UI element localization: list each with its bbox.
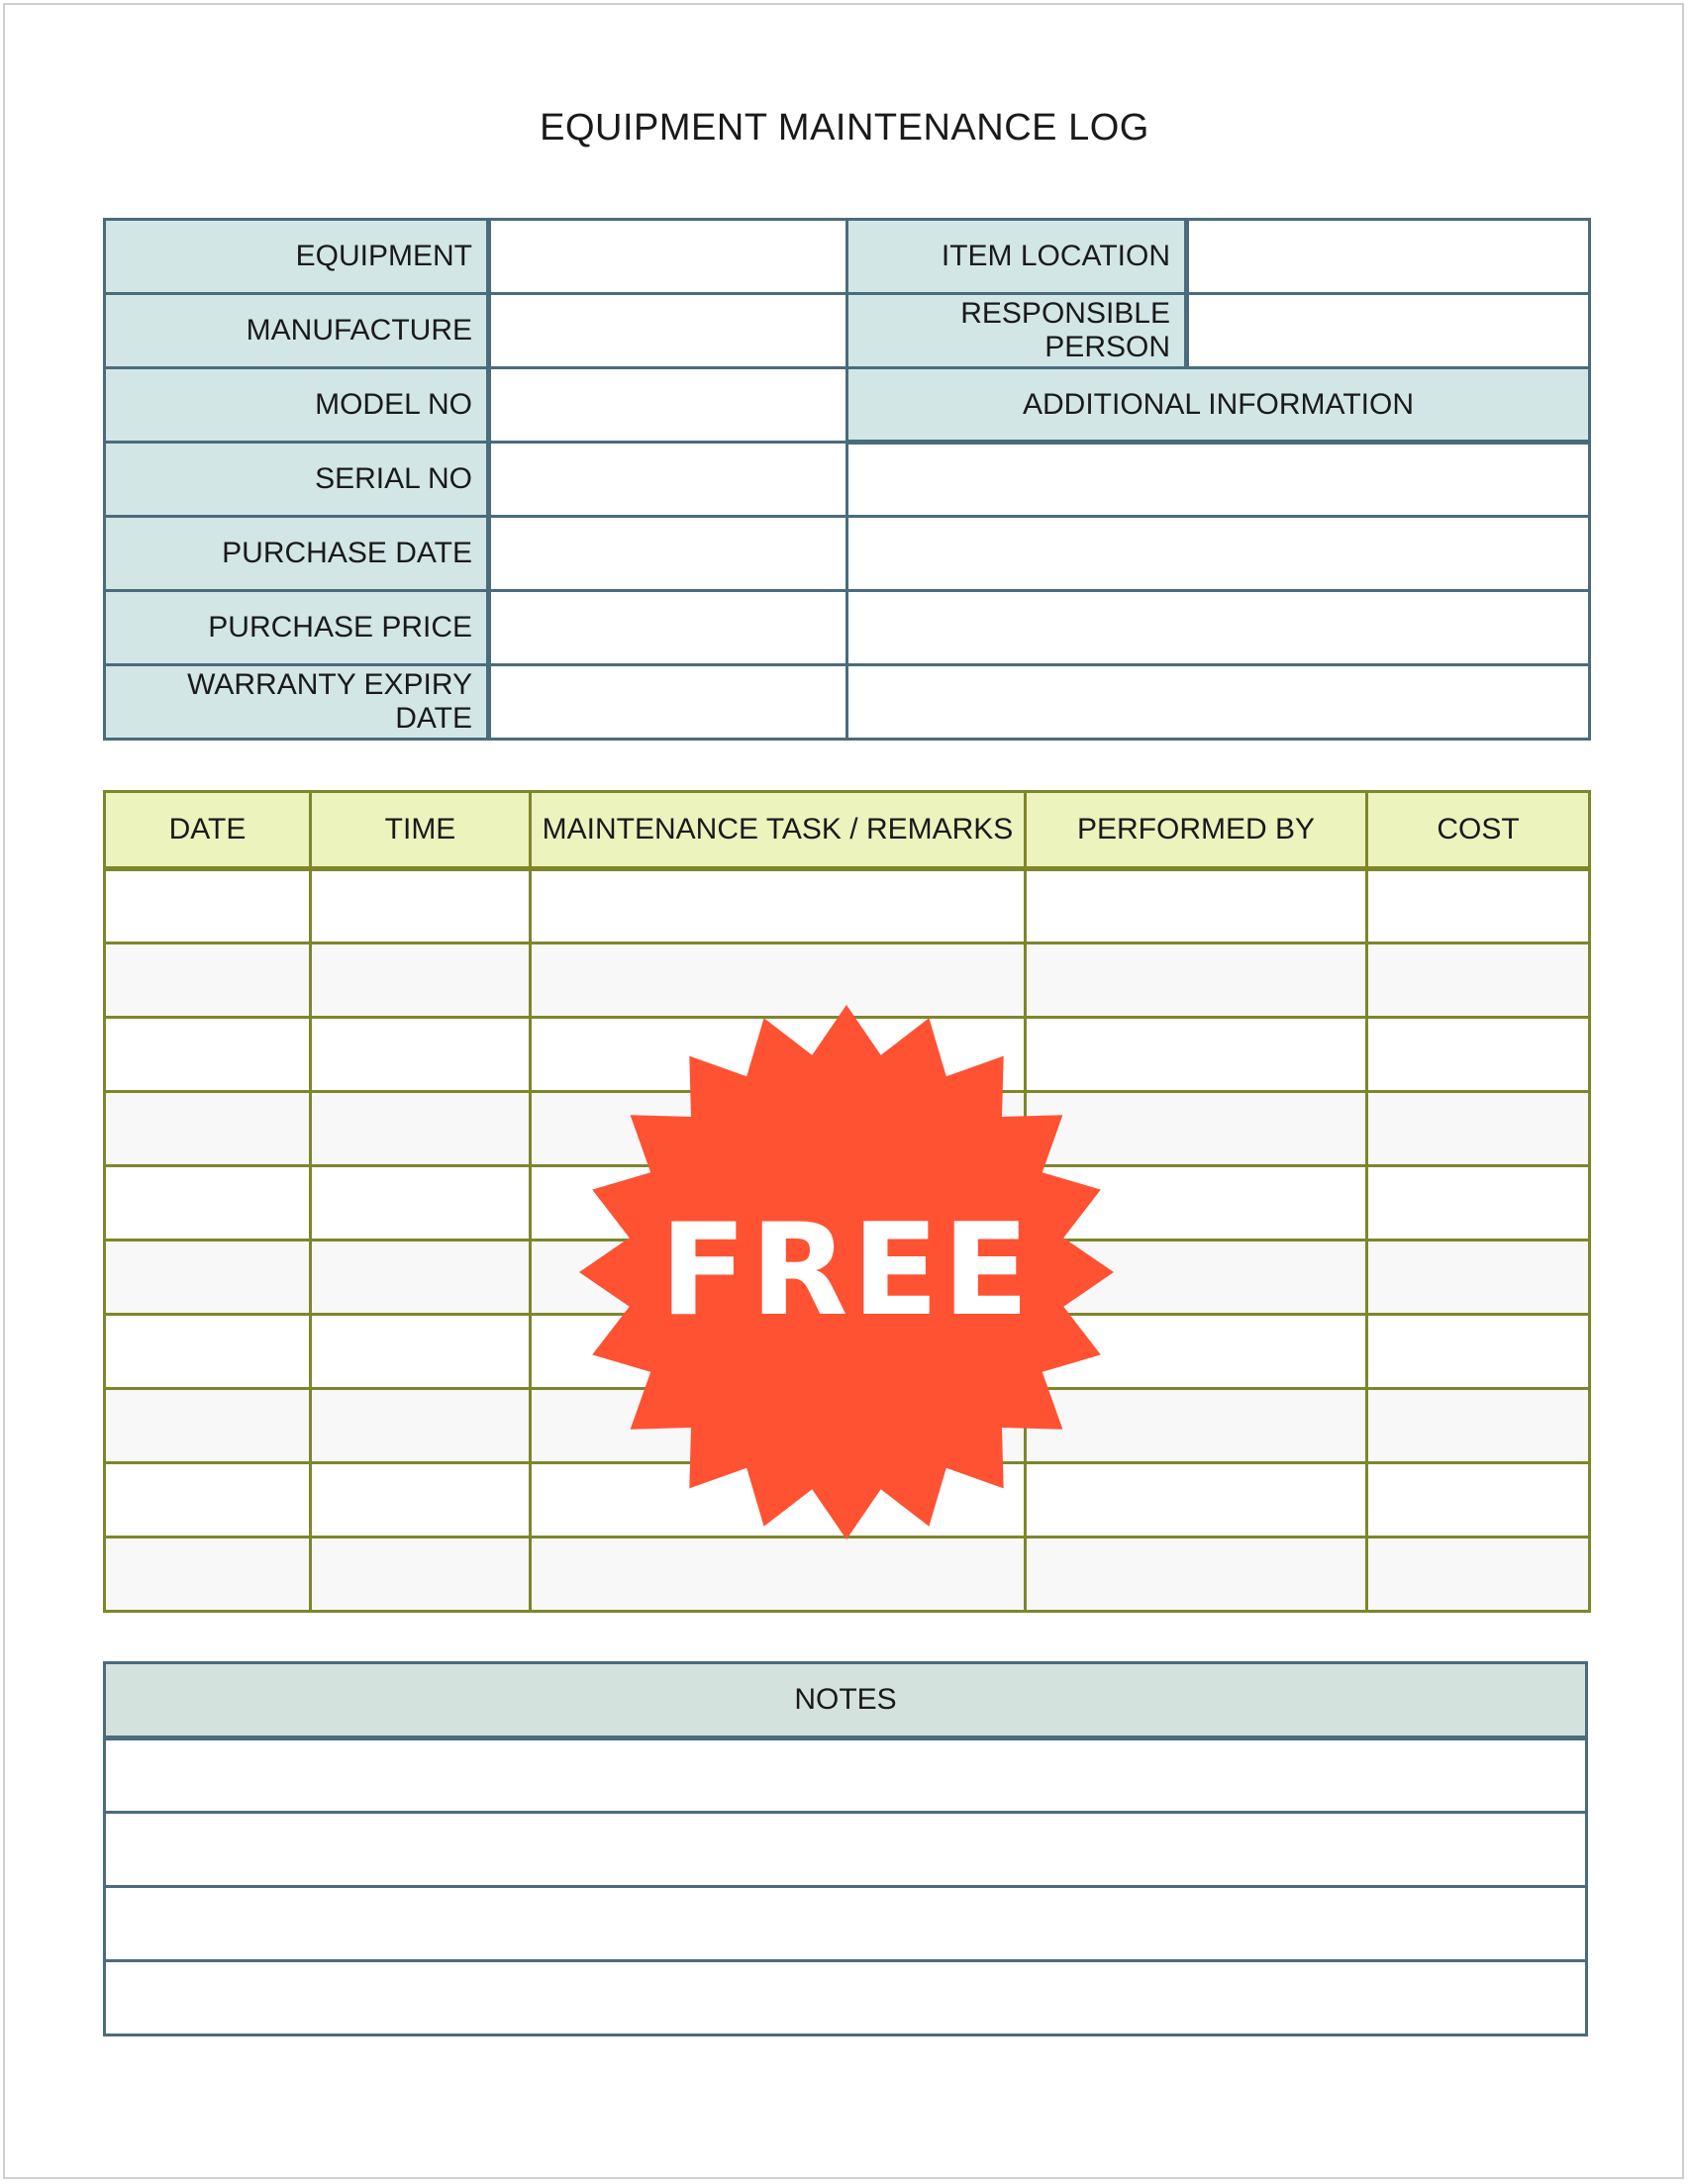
free-badge	[569, 995, 1124, 1549]
log-cell-time[interactable]	[311, 1166, 531, 1241]
log-header-performed-by: PERFORMED BY	[1026, 792, 1367, 869]
additional-information-line[interactable]	[847, 591, 1590, 665]
log-cell-time[interactable]	[311, 1315, 531, 1389]
log-cell-cost[interactable]	[1367, 869, 1590, 943]
notes-line[interactable]	[105, 1961, 1587, 2035]
info-label-manufacture: MANUFACTURE	[105, 294, 489, 368]
info-label-model-no: MODEL NO	[105, 368, 489, 443]
equipment-info-table	[103, 218, 1591, 741]
log-cell-time[interactable]	[311, 1538, 531, 1612]
notes-line[interactable]	[105, 1738, 1587, 1813]
info-label-serial-no: SERIAL NO	[105, 443, 489, 517]
log-cell-performed-by[interactable]	[1026, 869, 1367, 943]
info-row	[105, 665, 1590, 740]
log-header-time: TIME	[311, 792, 531, 869]
log-header-cost: COST	[1367, 792, 1590, 869]
info-label-responsible-person: RESPONSIBLE PERSON	[847, 294, 1187, 368]
log-cell-cost[interactable]	[1367, 1018, 1590, 1092]
notes-line[interactable]	[105, 1813, 1587, 1887]
purchase-date-field[interactable]	[489, 517, 847, 591]
log-cell-time[interactable]	[311, 1463, 531, 1538]
info-label-warranty-expiry-date: WARRANTY EXPIRY DATE	[105, 665, 489, 740]
log-cell-date[interactable]	[105, 869, 311, 943]
info-row	[105, 294, 1590, 368]
log-cell-date[interactable]	[105, 1463, 311, 1538]
page-title: EQUIPMENT MAINTENANCE LOG	[540, 107, 1149, 149]
log-cell-cost[interactable]	[1367, 1092, 1590, 1166]
log-cell-time[interactable]	[311, 943, 531, 1018]
log-cell-cost[interactable]	[1367, 1315, 1590, 1389]
additional-information-line[interactable]	[847, 443, 1590, 517]
info-row	[105, 517, 1590, 591]
log-row	[105, 869, 1590, 943]
warranty-expiry-date-field[interactable]	[489, 665, 847, 740]
log-cell-date[interactable]	[105, 1315, 311, 1389]
log-cell-cost[interactable]	[1367, 1538, 1590, 1612]
log-cell-time[interactable]	[311, 1092, 531, 1166]
log-cell-date[interactable]	[105, 1018, 311, 1092]
notes-row	[105, 1813, 1587, 1887]
additional-information-line[interactable]	[847, 665, 1590, 740]
log-cell-date[interactable]	[105, 943, 311, 1018]
serial-no-field[interactable]	[489, 443, 847, 517]
info-row	[105, 220, 1590, 294]
log-cell-date[interactable]	[105, 1538, 311, 1612]
log-cell-time[interactable]	[311, 1241, 531, 1315]
log-cell-date[interactable]	[105, 1389, 311, 1463]
info-row	[105, 443, 1590, 517]
info-label-purchase-date: PURCHASE DATE	[105, 517, 489, 591]
log-cell-task[interactable]	[531, 869, 1026, 943]
log-cell-date[interactable]	[105, 1166, 311, 1241]
info-label-purchase-price: PURCHASE PRICE	[105, 591, 489, 665]
notes-line[interactable]	[105, 1887, 1587, 1961]
log-cell-cost[interactable]	[1367, 1389, 1590, 1463]
log-cell-date[interactable]	[105, 1092, 311, 1166]
info-label-equipment: EQUIPMENT	[105, 220, 489, 294]
additional-information-header: ADDITIONAL INFORMATION	[847, 368, 1590, 443]
log-cell-date[interactable]	[105, 1241, 311, 1315]
info-label-item-location: ITEM LOCATION	[847, 220, 1187, 294]
log-header-task: MAINTENANCE TASK / REMARKS	[531, 792, 1026, 869]
info-row	[105, 368, 1590, 443]
log-header-date: DATE	[105, 792, 311, 869]
responsible-person-field[interactable]	[1187, 294, 1590, 368]
notes-row	[105, 1887, 1587, 1961]
log-cell-cost[interactable]	[1367, 943, 1590, 1018]
notes-body	[105, 1738, 1587, 2035]
log-cell-time[interactable]	[311, 1389, 531, 1463]
notes-table	[103, 1661, 1588, 2036]
log-cell-time[interactable]	[311, 869, 531, 943]
item-location-field[interactable]	[1187, 220, 1590, 294]
notes-row	[105, 1961, 1587, 2035]
log-cell-cost[interactable]	[1367, 1463, 1590, 1538]
notes-header: NOTES	[105, 1663, 1587, 1738]
model-no-field[interactable]	[489, 368, 847, 443]
log-header-row	[105, 792, 1590, 869]
notes-row	[105, 1738, 1587, 1813]
manufacture-field[interactable]	[489, 294, 847, 368]
additional-information-line[interactable]	[847, 517, 1590, 591]
purchase-price-field[interactable]	[489, 591, 847, 665]
log-cell-time[interactable]	[311, 1018, 531, 1092]
info-row	[105, 591, 1590, 665]
free-badge-text: FREE	[659, 1197, 1034, 1344]
log-cell-cost[interactable]	[1367, 1166, 1590, 1241]
equipment-field[interactable]	[489, 220, 847, 294]
notes-header-row	[105, 1663, 1587, 1738]
log-cell-cost[interactable]	[1367, 1241, 1590, 1315]
